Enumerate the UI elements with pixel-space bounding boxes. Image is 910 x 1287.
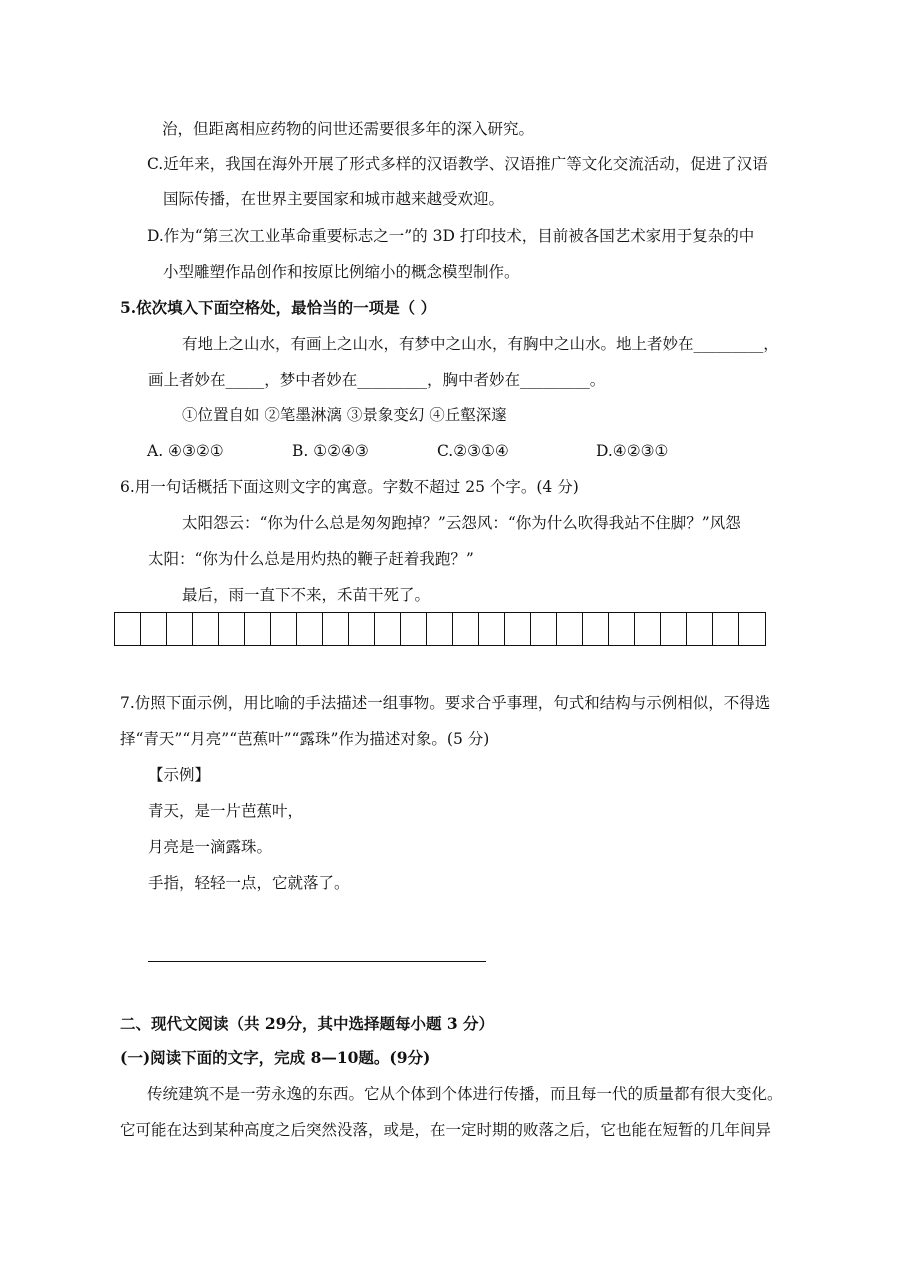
answer-grid-cell[interactable] [531, 613, 557, 645]
section-2-heading: 二、现代文阅读（共 29分，其中选择题每小题 3 分） [120, 1014, 495, 1033]
option-d-line2: 小型雕塑作品创作和按原比例缩小的概念模型制作。 [163, 263, 520, 281]
answer-grid-cell[interactable] [739, 613, 765, 645]
answer-grid-cell[interactable] [375, 613, 401, 645]
answer-grid-cell[interactable] [401, 613, 427, 645]
reading-paragraph-line2: 它可能在达到某种高度之后突然没落，或是，在一定时期的败落之后，它也能在短暂的几年间异 [120, 1121, 772, 1139]
question-7-line2: 择“青天”“月亮”“芭蕉叶”“露珠”作为描述对象。(5 分) [120, 730, 490, 748]
question-5-passage-line2: 画上者妙在_____，梦中者妙在_________，胸中者妙在_________。 [148, 371, 606, 389]
answer-grid-cell[interactable] [479, 613, 505, 645]
answer-grid-cell[interactable] [453, 613, 479, 645]
question-7-line1: 7.仿照下面示例，用比喻的手法描述一组事物。要求合乎事理，句式和结构与示例相似，不得选 [120, 694, 771, 712]
question-6-passage-line3: 最后，雨一直下不来，禾苗干死了。 [182, 586, 431, 604]
example-line1: 青天，是一片芭蕉叶， [148, 802, 304, 820]
answer-grid-cell[interactable] [661, 613, 687, 645]
question-5-option-b: B. ①②④③ [292, 442, 369, 460]
answer-line[interactable] [148, 961, 486, 962]
subsection-1-heading: (一)阅读下面的文字，完成 8—10题。(9分) [120, 1048, 431, 1067]
option-d-line1: D.作为“第三次工业革命重要标志之一”的 3D 打印技术，目前被各国艺术家用于复杂的中 [147, 227, 755, 245]
reading-paragraph-line1: 传统建筑不是一劳永逸的东西。它从个体到个体进行传播，而且每一代的质量都有很大变化。 [147, 1085, 783, 1103]
answer-grid-cell[interactable] [115, 613, 141, 645]
option-c-line1: C.近年来，我国在海外开展了形式多样的汉语教学、汉语推广等文化交流活动，促进了汉语 [147, 155, 768, 173]
answer-grid-cell[interactable] [271, 613, 297, 645]
question-5-option-c: C.②③①④ [437, 442, 509, 460]
question-5-option-a: A. ④③②① [147, 442, 224, 460]
answer-grid-cell[interactable] [687, 613, 713, 645]
answer-grid-cell[interactable] [219, 613, 245, 645]
answer-grid[interactable] [114, 612, 766, 646]
answer-grid-cell[interactable] [609, 613, 635, 645]
answer-grid-cell[interactable] [583, 613, 609, 645]
example-line2: 月亮是一滴露珠。 [148, 838, 273, 856]
answer-grid-cell[interactable] [323, 613, 349, 645]
question-5-items: ①位置自如 ②笔墨淋漓 ③景象变幻 ④丘壑深邃 [182, 406, 507, 424]
question-5-option-d: D.④②③① [596, 442, 669, 460]
question-6-passage-line1: 太阳怨云：“你为什么总是匆匆跑掉？”云怨风：“你为什么吹得我站不住脚？”风怨 [182, 514, 741, 532]
example-label: 【示例】 [148, 766, 211, 784]
answer-grid-cell[interactable] [635, 613, 661, 645]
answer-grid-cell[interactable] [505, 613, 531, 645]
question-6-passage-line2: 太阳：“你为什么总是用灼热的鞭子赶着我跑？” [148, 550, 474, 568]
question-6-title: 6.用一句话概括下面这则文字的寓意。字数不超过 25 个字。(4 分) [120, 478, 579, 496]
option-b-continuation: 治，但距离相应药物的问世还需要很多年的深入研究。 [162, 120, 535, 138]
answer-grid-cell[interactable] [167, 613, 193, 645]
question-5-passage-line1: 有地上之山水，有画上之山水，有梦中之山水，有胸中之山水。地上者妙在_________， [182, 335, 779, 353]
answer-grid-cell[interactable] [297, 613, 323, 645]
example-line3: 手指，轻轻一点，它就落了。 [148, 874, 350, 892]
answer-grid-cell[interactable] [245, 613, 271, 645]
option-c-line2: 国际传播，在世界主要国家和城市越来越受欢迎。 [163, 190, 505, 208]
answer-grid-cell[interactable] [141, 613, 167, 645]
answer-grid-cell[interactable] [349, 613, 375, 645]
answer-grid-cell[interactable] [427, 613, 453, 645]
answer-grid-cell[interactable] [193, 613, 219, 645]
question-5-title: 5.依次填入下面空格处，最恰当的一项是（ ） [120, 298, 437, 317]
answer-grid-cell[interactable] [713, 613, 739, 645]
answer-grid-cell[interactable] [557, 613, 583, 645]
